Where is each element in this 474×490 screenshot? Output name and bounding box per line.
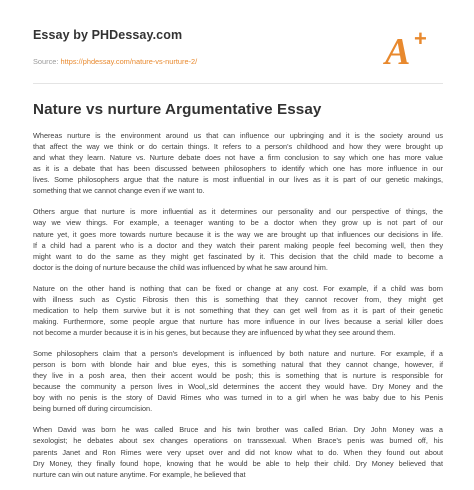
paragraph: [33, 130, 443, 197]
paragraph: [33, 283, 443, 338]
text-line: something that we cannot change even if we want to.: [33, 186, 205, 196]
logo-plus: +: [414, 26, 427, 51]
text-line: sexologist; he debates about sex changes operations on transsexual. When Brace's penis was burned off, his: [33, 436, 443, 446]
a-plus-logo-icon: [381, 26, 439, 68]
text-line: boy with no penis is the story of David Rimes who was turned in to a girl when he was baby due to his Penis: [33, 393, 443, 403]
text-line: with illness such as Cystic Fibrosis then this is something that they cannot recover from, they might get: [33, 294, 443, 304]
header-divider: [33, 83, 443, 84]
text-line: Nature on the other hand is nothing that can be fixed or change at any cost. For example, if a child was born: [33, 283, 443, 293]
text-line: making. Furthermore, some people argue that nurture has more influence in our lives because a serial killer does: [33, 317, 443, 326]
text-line: that affect the way we think or do certain things. It refers to a person's childhood and how they were brought up: [33, 142, 443, 152]
paragraph: [33, 348, 443, 415]
text-line: way we view things. For example, a teenager wanting to be a doctor when they grow up is not part of our: [33, 218, 443, 228]
text-line: Whereas nurture is the environment around us that can influence our upbringing and it is the society around us: [33, 131, 443, 140]
text-line: not become a murder because it is in his genes, but because they are influenced by what they see around them.: [33, 328, 396, 338]
text-line: and what they learn. Nature vs. Nurture debate does not have a firm conclusion to say which one has more value: [33, 153, 443, 163]
text-line: might want to do the same as they might get fascinated by it. This decision that the child made to become a: [33, 251, 443, 261]
text-line: person is born with blonde hair and blue eyes, this is something natural that they cannot change, however, if: [33, 360, 443, 370]
page-header: [0, 0, 474, 82]
source-line: [33, 57, 197, 66]
essay-title: Nature vs nurture Argumentative Essay: [33, 101, 322, 118]
text-line: they live in a posh area, then their accent would be posh; this is something that is nurture is responsible for: [33, 371, 443, 381]
text-line: lives. Some philosophers argue that the nature is most influential in our lives as it is part of our genetic makings,: [33, 175, 443, 185]
text-line: When David was born he was called Bruce and his twin brother was called Brian. Dry John Money was a: [33, 425, 443, 435]
text-line: Dry Money, they finally found hope, knowing that he would be able to help their child. Dry Money believed that: [33, 458, 443, 468]
text-line: nature yet, it goes more towards nurture because it is the way we are brought up that influences our decisions in life.: [33, 229, 443, 239]
text-line: nurture can win out nature anytime. For example, he believed that: [33, 469, 246, 479]
text-line: medication to help them survive but it is not something that they can get well from as it is part of their genetic: [33, 305, 443, 315]
text-line: If a child had a parent who is a doctor and they watch their parent making people feel becoming well, then they: [33, 240, 443, 250]
paragraph: [33, 424, 443, 479]
text-line: Others argue that nurture is more influential as it determines our personality and our perspective of things, the: [33, 207, 443, 217]
essay-body: [33, 130, 443, 490]
text-line: doctor is the doing of nurture because the child was influenced by what he saw around him.: [33, 262, 328, 272]
paragraph: [33, 206, 443, 273]
text-line: being burned off during circumcision.: [33, 404, 153, 414]
text-line: because the community a person lives in Wool,,sld determines the accent they would have. Dry Money and the: [33, 382, 443, 392]
logo-letter: A: [385, 31, 411, 68]
source-label: Source:: [33, 57, 59, 66]
source-link[interactable]: https://phdessay.com/nature-vs-nurture-2/: [60, 57, 198, 66]
text-line: Some philosophers claim that a person's development is influenced by both nature and nurture. For example, if a: [33, 348, 443, 358]
text-line: as it is a debate that has been discussed between philosophers to identify which one has more influence in our: [33, 164, 443, 174]
text-line: parents Janet and Ron Rimes were very upset over and did not know what to do. When they found out about: [33, 447, 443, 457]
site-brand[interactable]: Essay by PHDessay.com: [33, 28, 183, 42]
